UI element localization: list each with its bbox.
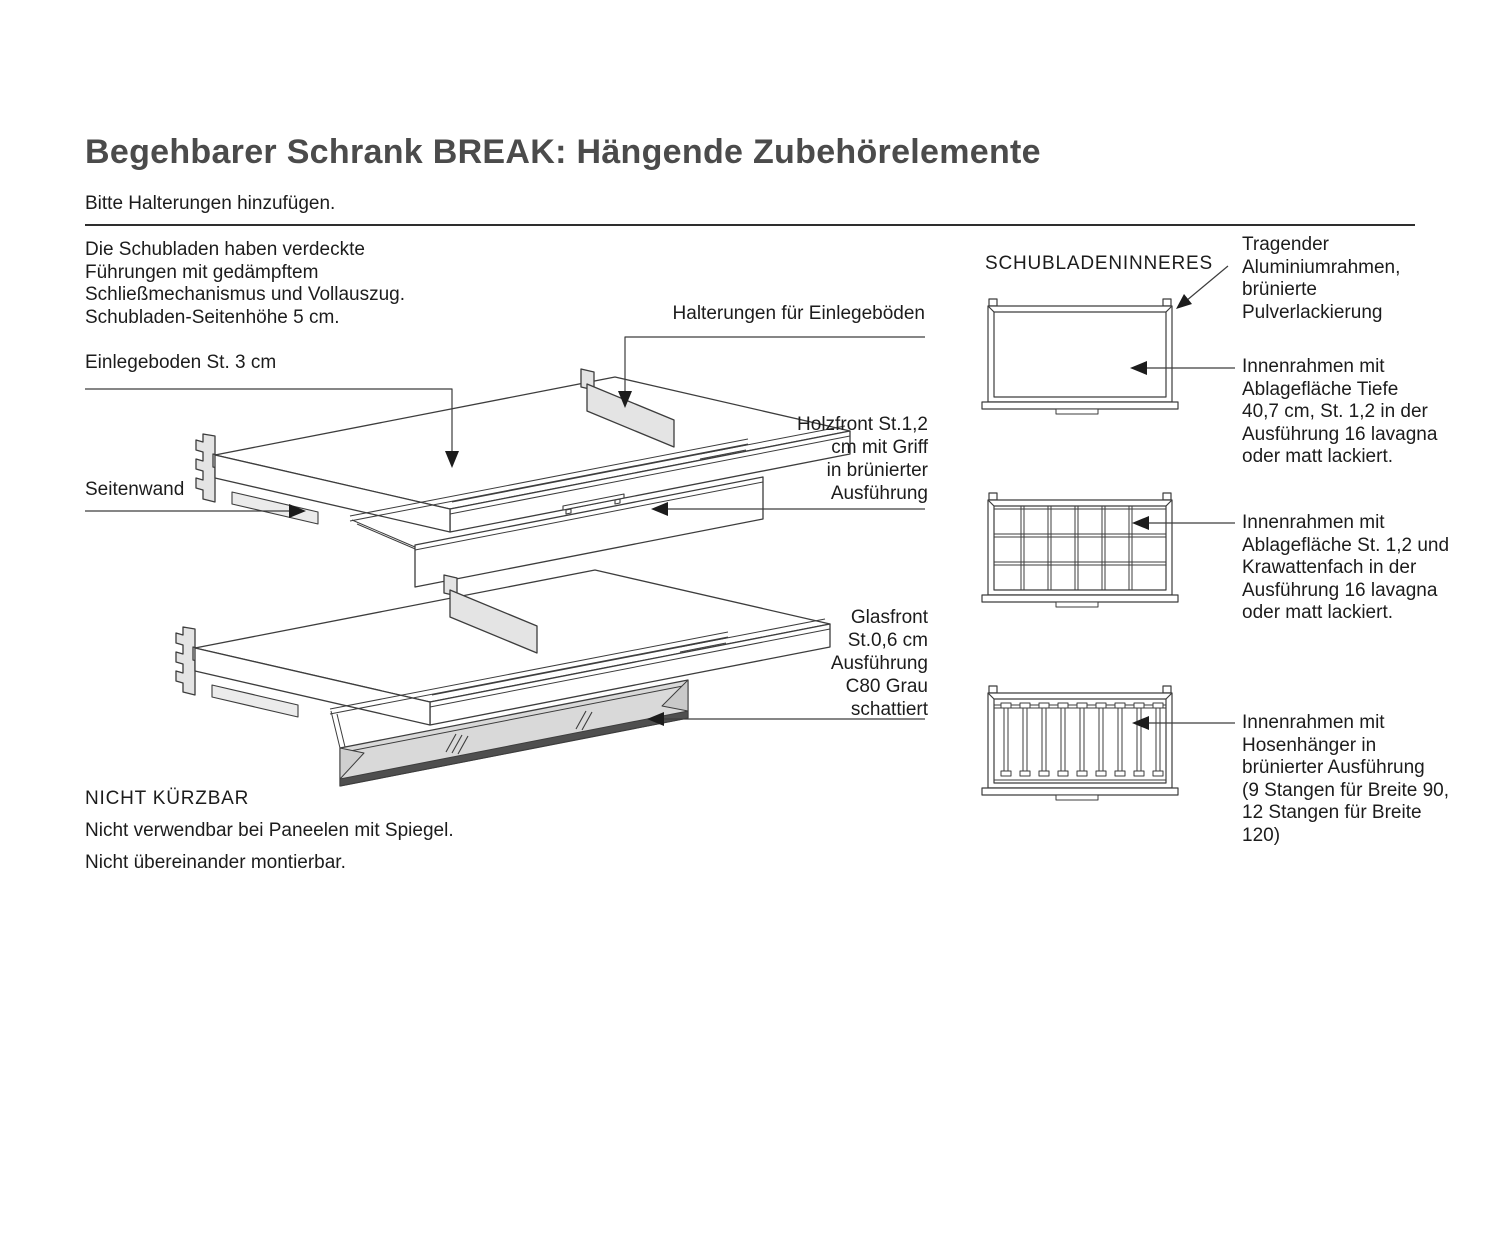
intro-paragraph: Die Schubladen haben verdeckte Führungen mit gedämpftem Schließmechanismus und Vollauszug. Schubladen-Seitenhöhe 5 cm. (85, 239, 406, 328)
leader-innenrahmen-1 (1130, 361, 1235, 375)
callout-innenrahmen-ablageflaeche: Innenrahmen mit Ablagefläche Tiefe 40,7 cm, St. 1,2 in der Ausführung 16 lavagna oder matt lackiert. (1242, 356, 1438, 467)
drawer-tie-compartment-diagram (982, 493, 1178, 607)
label-glasfront: Glasfront St.0,6 cm Ausführung C80 Grau schattiert (830, 607, 928, 720)
drawer-trouser-hanger-diagram (982, 686, 1178, 800)
divider (85, 224, 1415, 226)
section-heading-schubladeninneres: SCHUBLADENINNERES (985, 253, 1213, 274)
callout-tragender-aluminiumrahmen: Tragender Aluminiumrahmen, brünierte Pulverlackierung (1242, 234, 1401, 323)
label-halterungen: Halterungen für Einlegeböden (672, 303, 925, 324)
page-title: Begehbarer Schrank BREAK: Hängende Zubehörelemente (85, 133, 1041, 171)
leader-innenrahmen-2 (1132, 516, 1235, 530)
drawer-inner-frame-diagram (982, 299, 1178, 414)
note-montierbar: Nicht übereinander montierbar. (85, 852, 346, 873)
label-holzfront: Holzfront St.1,2 cm mit Griff in brünierter Ausführung (797, 414, 928, 504)
subtitle: Bitte Halterungen hinzufügen. (85, 193, 336, 214)
callout-innenrahmen-hosenhaenger: Innenrahmen mit Hosenhänger in brünierter Ausführung (9 Stangen für Breite 90, 12 Stangen für Breite 120) (1242, 712, 1450, 846)
label-seitenwand: Seitenwand (85, 479, 185, 500)
note-spiegel: Nicht verwendbar bei Paneelen mit Spiegel. (85, 820, 454, 841)
callout-innenrahmen-krawattenfach: Innenrahmen mit Ablagefläche St. 1,2 und Krawattenfach in der Ausführung 16 lavagna oder matt lackiert. (1242, 512, 1450, 623)
leader-innenrahmen-3 (1132, 716, 1235, 730)
label-einlegeboden: Einlegeboden St. 3 cm (85, 352, 277, 373)
note-nicht-kuerzbar: NICHT KÜRZBAR (85, 788, 250, 809)
